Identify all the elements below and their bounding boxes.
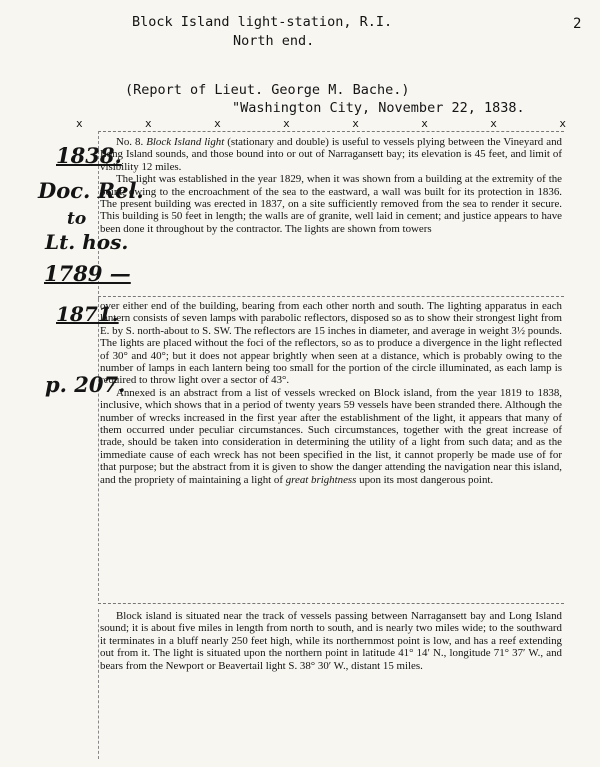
clipping-paragraph: over either end of the building, bearing from each other north and south. The lighting apparatus in each lantern consists of seven lamps with parabolic reflectors, disposed so as to show their strongest light from E. by S. north-about to S. SW. The reflectors are 15 inches in diameter, and average in weight 3½ pounds. The lights are placed without the foci of the reflectors, so as to produce a divergence in the light reflected of 30° and 40°; but it does not appear brightly when seen at a distance, which is probably owing to the number of lamps in each lantern being too small for the portion of the circle illuminated, as each lamp is required to throw light over a sector of 43°. xyxy=(100,300,562,387)
document-subtitle: North end. xyxy=(233,33,315,49)
emphasized-text: Block Island light xyxy=(146,136,225,148)
clipping-paragraph: No. 8. Block Island light (stationary and double) is useful to vessels plying between the Vineyard and Long Island sounds, and those bound into or out of Narragansett bay; its elevation is 45 feet, and limit of visibility 12 miles. xyxy=(100,136,562,173)
separator-mark: x xyxy=(283,117,290,130)
margin-note-doc-rel: Doc. Rel. xyxy=(38,178,144,203)
newspaper-clipping xyxy=(100,136,562,235)
emphasized-text: great brightness xyxy=(285,473,357,486)
margin-note-year: 1871. xyxy=(56,302,119,326)
clipping-paragraph: Annexed is an abstract from a list of vessels wrecked on Block island, from the year 1819 to 1838, inclusive, which shows that in a period of twenty years 59 vessels have been stranded there. Although the number of wrecks increased in the first year after the establishment of the light, it appears that many of them occurred under peculiar circumstances. Such circumstances, together with the great increase of trade, should be taken into consideration in determining the utility of a light from such data; and as the immediate cause of each wreck has not been specified in the list, it cannot properly be made use of for that purpose; but the abstract from it is given to show the danger attending the navigation near this island, and the propriety of maintaining a light of great brightness upon its most dangerous point. xyxy=(100,386,562,486)
newspaper-clipping xyxy=(100,610,562,672)
page-number: 2 xyxy=(573,16,582,32)
report-dateline: "Washington City, November 22, 1838. xyxy=(232,100,525,116)
margin-note-year: 1838. xyxy=(56,143,122,168)
separator-mark: x xyxy=(559,117,566,130)
clipping-border xyxy=(98,299,99,601)
clipping-border xyxy=(98,603,564,604)
separator-mark: x xyxy=(421,117,428,130)
report-attribution: (Report of Lieut. George M. Bache.) xyxy=(125,82,410,98)
separator-mark: x xyxy=(76,117,83,130)
separator-mark: x xyxy=(145,117,152,130)
clipping-border xyxy=(98,131,564,132)
separator-mark: x xyxy=(214,117,221,130)
separator-mark: x xyxy=(490,117,497,130)
margin-note-lt-hos: Lt. hos. xyxy=(45,230,129,254)
clipping-border xyxy=(98,296,564,297)
separator-marks xyxy=(76,117,566,130)
clipping-paragraph: Block island is situated near the track of vessels passing between Narragansett bay and Long Island sound; it is about five miles in length from north to south, and is nearly two miles wide; to the southward it terminates in a bluff nearly 250 feet high, while its northernmost point is low, and has a reef extending out from it. The light is situated upon the northern point in latitude 41° 14′ N., longitude 71° 37′ W., and bears from the Newport or Beavertail light S. 38° 30′ W., distant 15 miles. xyxy=(100,610,562,672)
newspaper-clipping xyxy=(100,300,562,486)
document-title: Block Island light-station, R.I. xyxy=(132,14,393,30)
margin-note-year: 1789 — xyxy=(44,261,131,286)
clipping-border xyxy=(98,609,99,759)
margin-note-to: to xyxy=(67,209,87,229)
separator-mark: x xyxy=(352,117,359,130)
margin-note-page-ref: p. 207. xyxy=(45,372,126,397)
clipping-paragraph: The light was established in the year 1829, when it was shown from a building at the extremity of the point; owing to the encroachment of the sea to the eastward, a wall was built for its protection in 1836. The present building was erected in 1837, on a site sufficiently removed from the sea to render it secure. This building is 50 feet in length; the walls are of granite, well laid in cement; and justice appears to have been done it throughout by the contractor. The lights are shown from towers xyxy=(100,173,562,235)
